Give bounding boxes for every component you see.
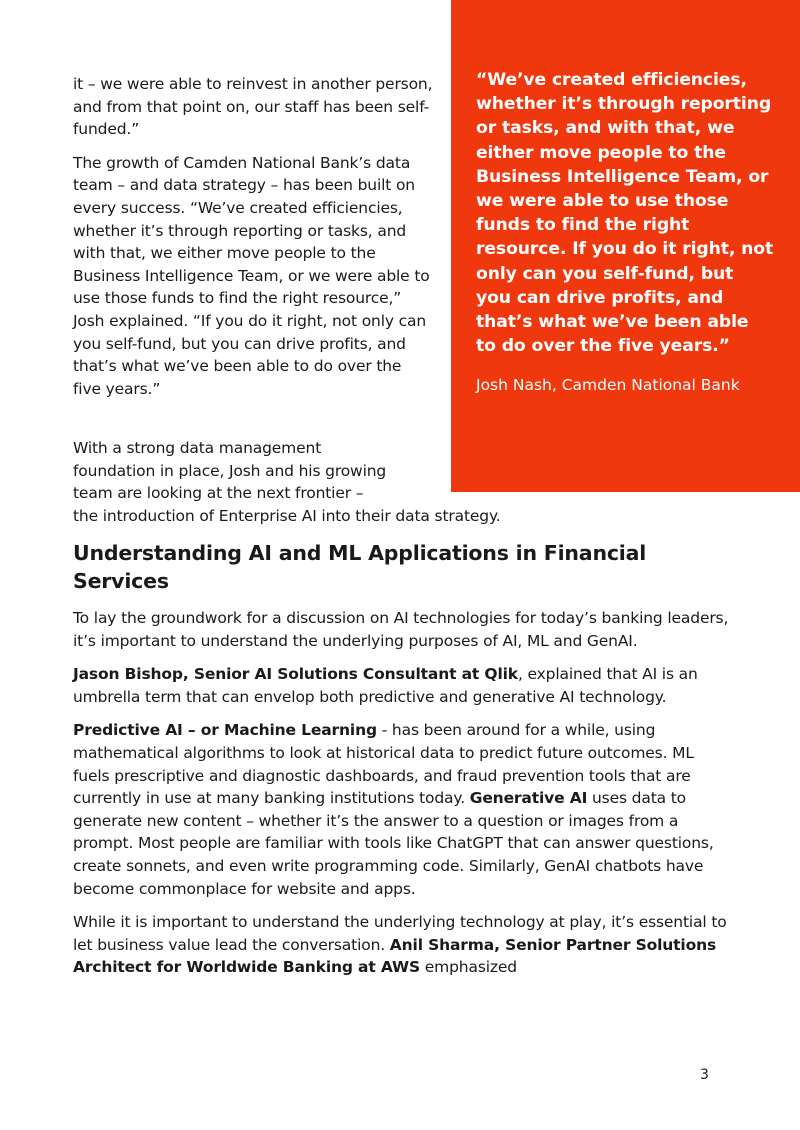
page-number: 3 — [700, 1067, 709, 1083]
pull-quote-box — [451, 0, 800, 492]
paragraph-next-frontier — [73, 437, 573, 527]
paragraph-groundwork: To lay the groundwork for a discussion on AI technologies for today’s banking leaders, it’s important to understand the underlying purposes of AI, ML and GenAI. — [73, 609, 729, 650]
paragraph-jason-bishop — [73, 663, 733, 708]
main-content — [73, 539, 733, 990]
bold-term: Predictive AI – or Machine Learning — [73, 721, 377, 740]
paragraph-text: - has been around for a while, using mathematical algorithms to look at historical data to predict future outcomes. ML fuels prescriptive and diagnostic dashboards, and fraud prevention tools that are currently in use at many banking institutions today. — [73, 721, 694, 808]
paragraph-line: the introduction of Enterprise AI into their data strategy. — [73, 506, 501, 525]
section-heading: Understanding AI and ML Applications in Financial Services — [73, 541, 647, 593]
pull-quote-attribution: Josh Nash, Camden National Bank — [476, 376, 740, 395]
paragraph-line: team are looking at the next frontier – — [73, 484, 364, 503]
paragraph-continuation: it – we were able to reinvest in another person, and from that point on, our staff has been self-funded.” — [73, 75, 433, 139]
paragraph-line: With a strong data management — [73, 439, 322, 457]
paragraph-text: uses data to generate new content – whether it’s the answer to a question or images from a prompt. Most people are familiar with tools like ChatGPT that can answer questions, create sonnets, and even write programming code. Similarly, GenAI chatbots have become commonplace for website and apps. — [73, 789, 714, 898]
paragraph-business-value — [73, 911, 733, 979]
paragraph-text: , explained that AI is an umbrella term that can envelop both predictive and generative AI technology. — [73, 665, 698, 706]
bold-name: Anil Sharma, Senior Partner Solutions Architect for Worldwide Banking at AWS — [73, 935, 717, 977]
pull-quote-text: “We’ve created efficiencies, whether it’s through reporting or tasks, and with that, we either move people to the Business Intelligence Team, or we were able to use those funds to find the right resource. If you do it right, not only can you self-fund, but you can drive profits, and that’s what we’ve been able to do over the five years.” — [476, 70, 774, 357]
bold-term: Generative AI — [469, 789, 588, 808]
paragraph-predictive-ai — [73, 719, 733, 900]
paragraph-text: While it is important to understand the underlying technology at play, it’s essential to let business value lead the conversation. — [73, 913, 727, 954]
paragraph-text: emphasized — [420, 958, 517, 977]
left-column — [73, 73, 433, 411]
paragraph-line: foundation in place, Josh and his growing — [73, 461, 387, 480]
paragraph-data-team-growth: The growth of Camden National Bank’s data team – and data strategy – has been built on every success. “We’ve created efficiencies, whether it’s through reporting or tasks, and with that, we either move people to the Business Intelligence Team, or we were able to use those funds to find the right resource,” Josh explained. “If you do it right, not only can you self-fund, but you can drive profits, and that’s what we’ve been able to do over the five years.” — [73, 153, 430, 398]
bold-name: Jason Bishop, Senior AI Solutions Consultant at Qlik — [73, 665, 518, 684]
